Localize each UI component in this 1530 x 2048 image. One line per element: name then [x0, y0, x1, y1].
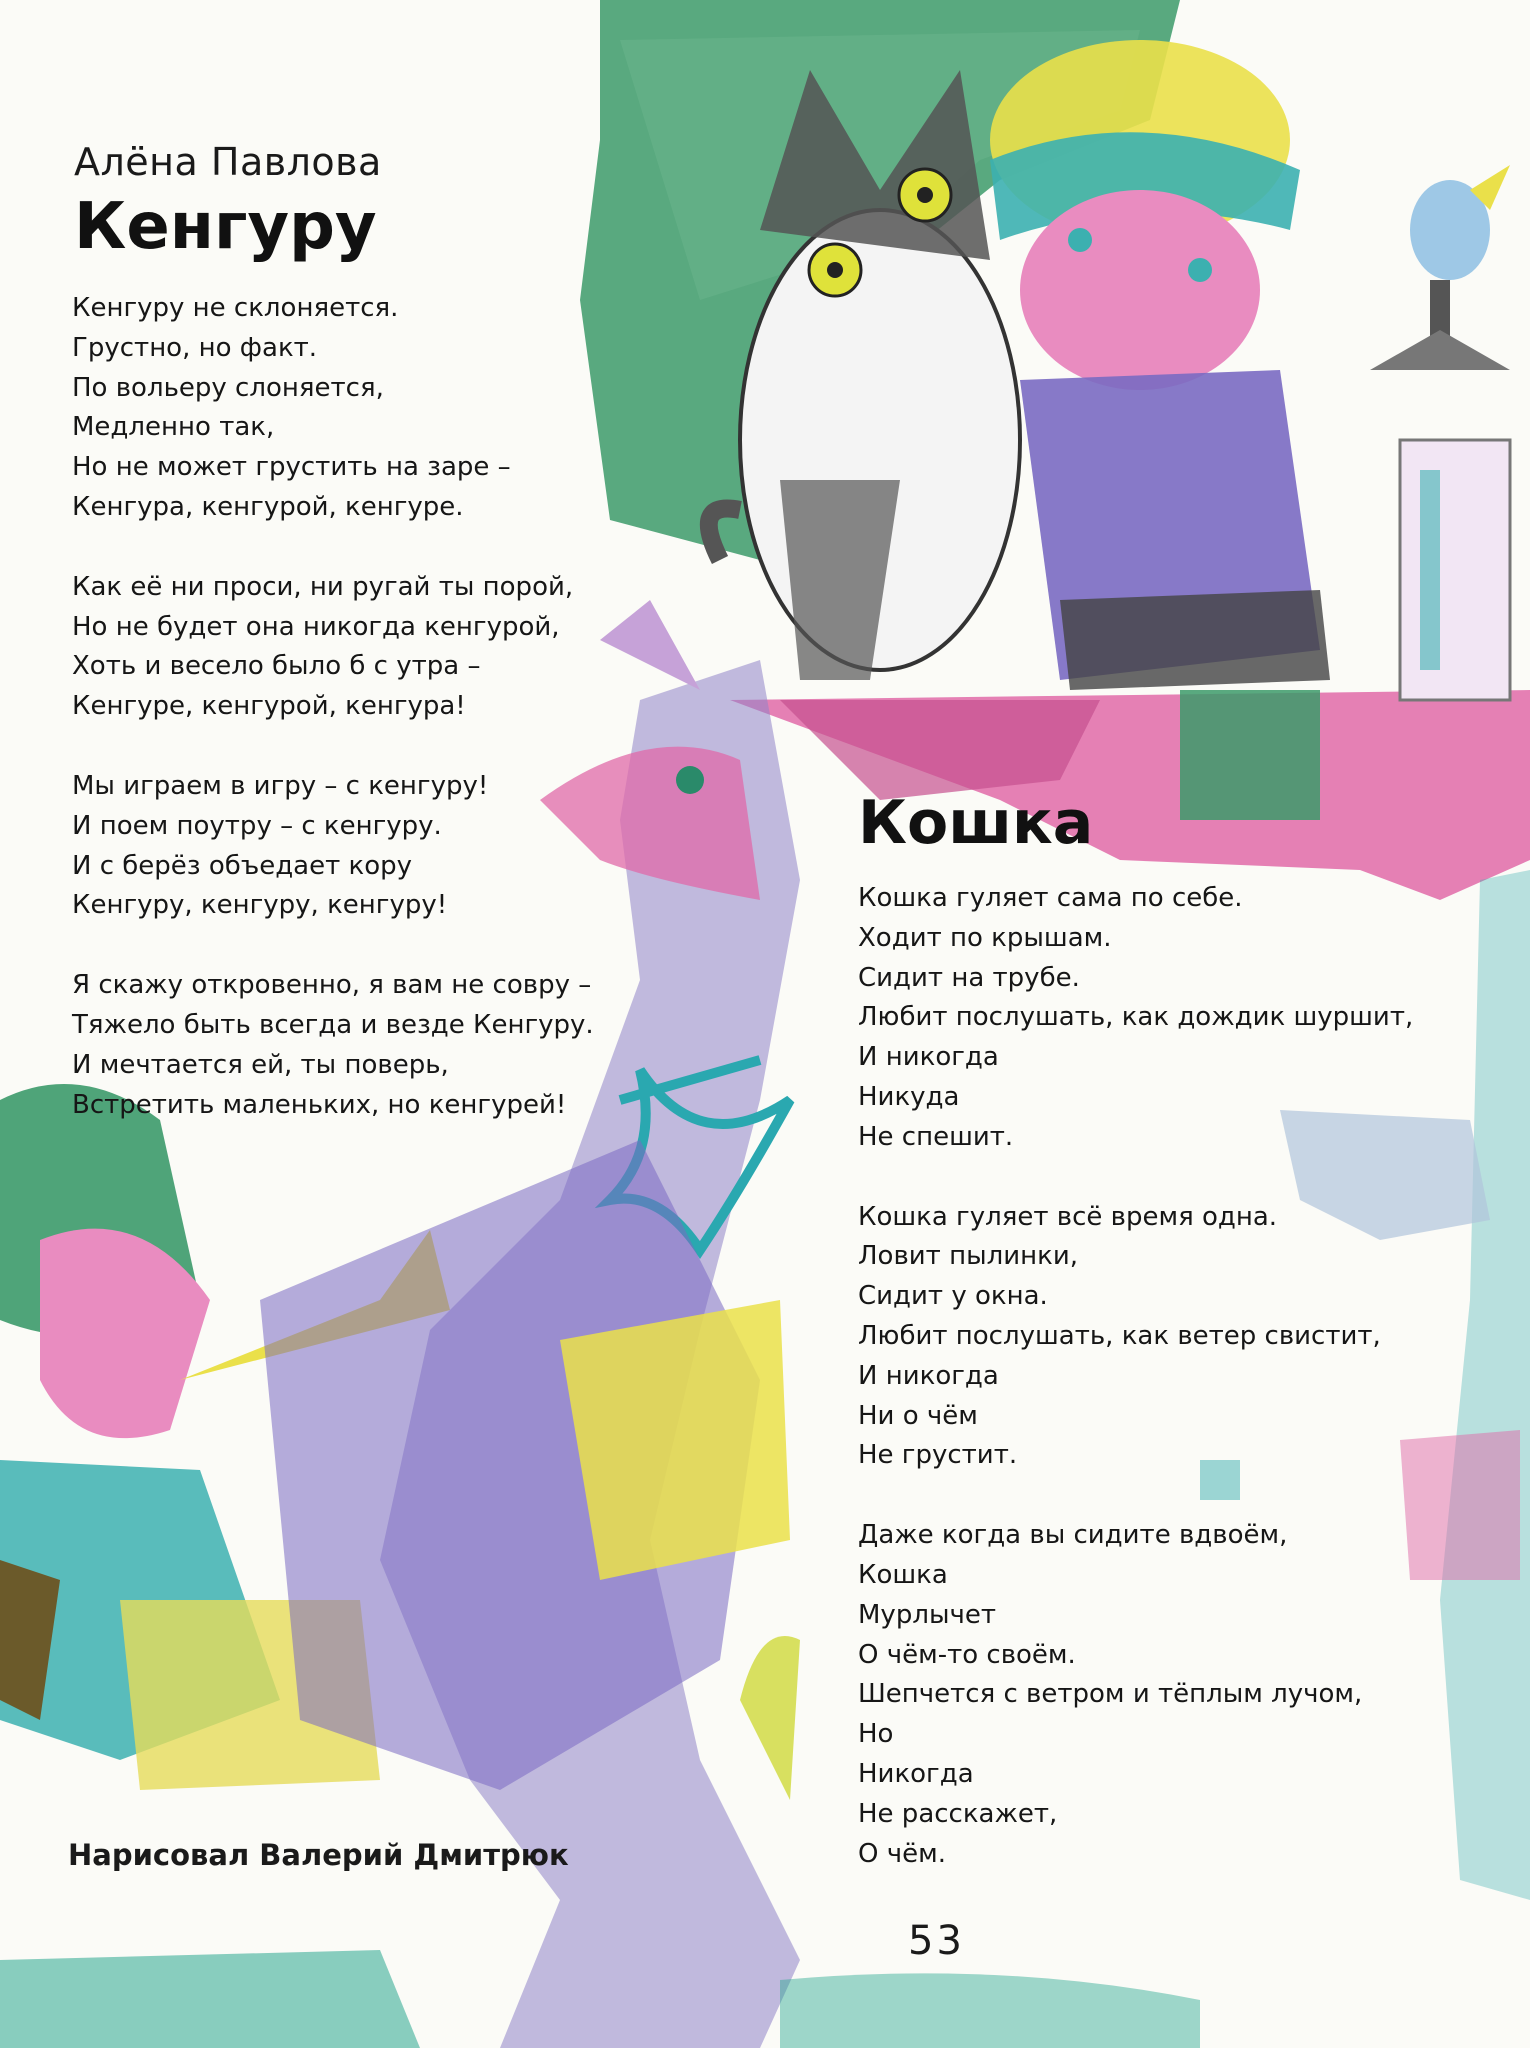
stanza-gap: [72, 528, 594, 568]
poem-line: Не спешит.: [858, 1121, 1014, 1152]
poem-line: Ходит по крышам.: [858, 922, 1112, 953]
poem-line: Никуда: [858, 1081, 960, 1112]
poem-line: И поем поутру – с кенгуру.: [72, 810, 442, 841]
poem-line: Встретить маленьких, но кенгурей!: [72, 1089, 567, 1120]
stanza-gap: [858, 1476, 1413, 1516]
poem-line: Хоть и весело было б с утра –: [72, 651, 481, 682]
poem-line: Кошка гуляет всё время одна.: [858, 1201, 1278, 1232]
poem-title-cat: Кошка: [858, 788, 1094, 858]
poem-line: Кенгура, кенгурой, кенгуре.: [72, 491, 464, 522]
poem-line: О чём.: [858, 1838, 946, 1869]
poem-line: Кенгуре, кенгурой, кенгура!: [72, 691, 466, 722]
stanza-gap: [72, 727, 594, 767]
poem-line: Кошка гуляет сама по себе.: [858, 883, 1243, 913]
poem-line: И мечтается ей, ты поверь,: [72, 1049, 449, 1080]
poem-line: Тяжело быть всегда и везде Кенгуру.: [72, 1009, 594, 1040]
page-number: 53: [908, 1918, 965, 1964]
poem-line: Шепчется с ветром и тёплым лучом,: [858, 1679, 1363, 1710]
poem-line: Но: [858, 1719, 894, 1750]
poem-line: И с берёз объедает кору: [72, 850, 413, 881]
poem-line: Любит послушать, как дождик шуршит,: [858, 1002, 1414, 1033]
poem-line: Сидит на трубе.: [858, 962, 1080, 993]
poem-line: Сидит у окна.: [858, 1281, 1048, 1312]
poem-line: Даже когда вы сидите вдвоём,: [858, 1520, 1288, 1551]
poem-line: Как её ни проси, ни ругай ты порой,: [72, 571, 574, 602]
poem-line: Кенгуру, кенгуру, кенгуру!: [72, 890, 448, 921]
poem-line: Любит послушать, как ветер свистит,: [858, 1320, 1381, 1351]
poem-line: Не грустит.: [858, 1440, 1018, 1471]
poem-line: Мы играем в игру – с кенгуру!: [72, 770, 489, 801]
poem-title-kangaroo: Кенгуру: [74, 190, 377, 264]
poem-line: Медленно так,: [72, 412, 275, 443]
poem-line: И никогда: [858, 1042, 999, 1073]
poem-line: О чём-то своём.: [858, 1639, 1076, 1670]
poem-line: Но не будет она никогда кенгурой,: [72, 611, 560, 642]
poem-line: Никогда: [858, 1758, 974, 1789]
poem-line: Ловит пылинки,: [858, 1241, 1078, 1272]
author-name: Алёна Павлова: [74, 140, 382, 184]
stanza-gap: [72, 926, 594, 966]
poem-line: Мурлычет: [858, 1599, 996, 1630]
poem-line: Но не может грустить на заре –: [72, 452, 511, 483]
poem-line: Ни о чём: [858, 1400, 978, 1431]
bird-illustration: [1370, 165, 1510, 700]
illustrator-credit: Нарисовал Валерий Дмитрюк: [68, 1838, 569, 1872]
poem-cat: [858, 879, 1413, 1874]
poem-line: И никогда: [858, 1360, 999, 1391]
poem-line: Кошка: [858, 1559, 948, 1590]
stanza-gap: [858, 1158, 1413, 1198]
poem-line: Я скажу откровенно, я вам не совру –: [72, 970, 592, 1001]
roof-illustration: [730, 690, 1530, 900]
poem-line: Грустно, но факт.: [72, 332, 318, 363]
poem-line: Кенгуру не склоняется.: [72, 293, 399, 323]
boy-illustration: [990, 40, 1330, 690]
poem-line: По вольеру слоняется,: [72, 372, 384, 403]
poem-line: Не расскажет,: [858, 1798, 1058, 1829]
poem-kangaroo: [72, 289, 594, 1125]
